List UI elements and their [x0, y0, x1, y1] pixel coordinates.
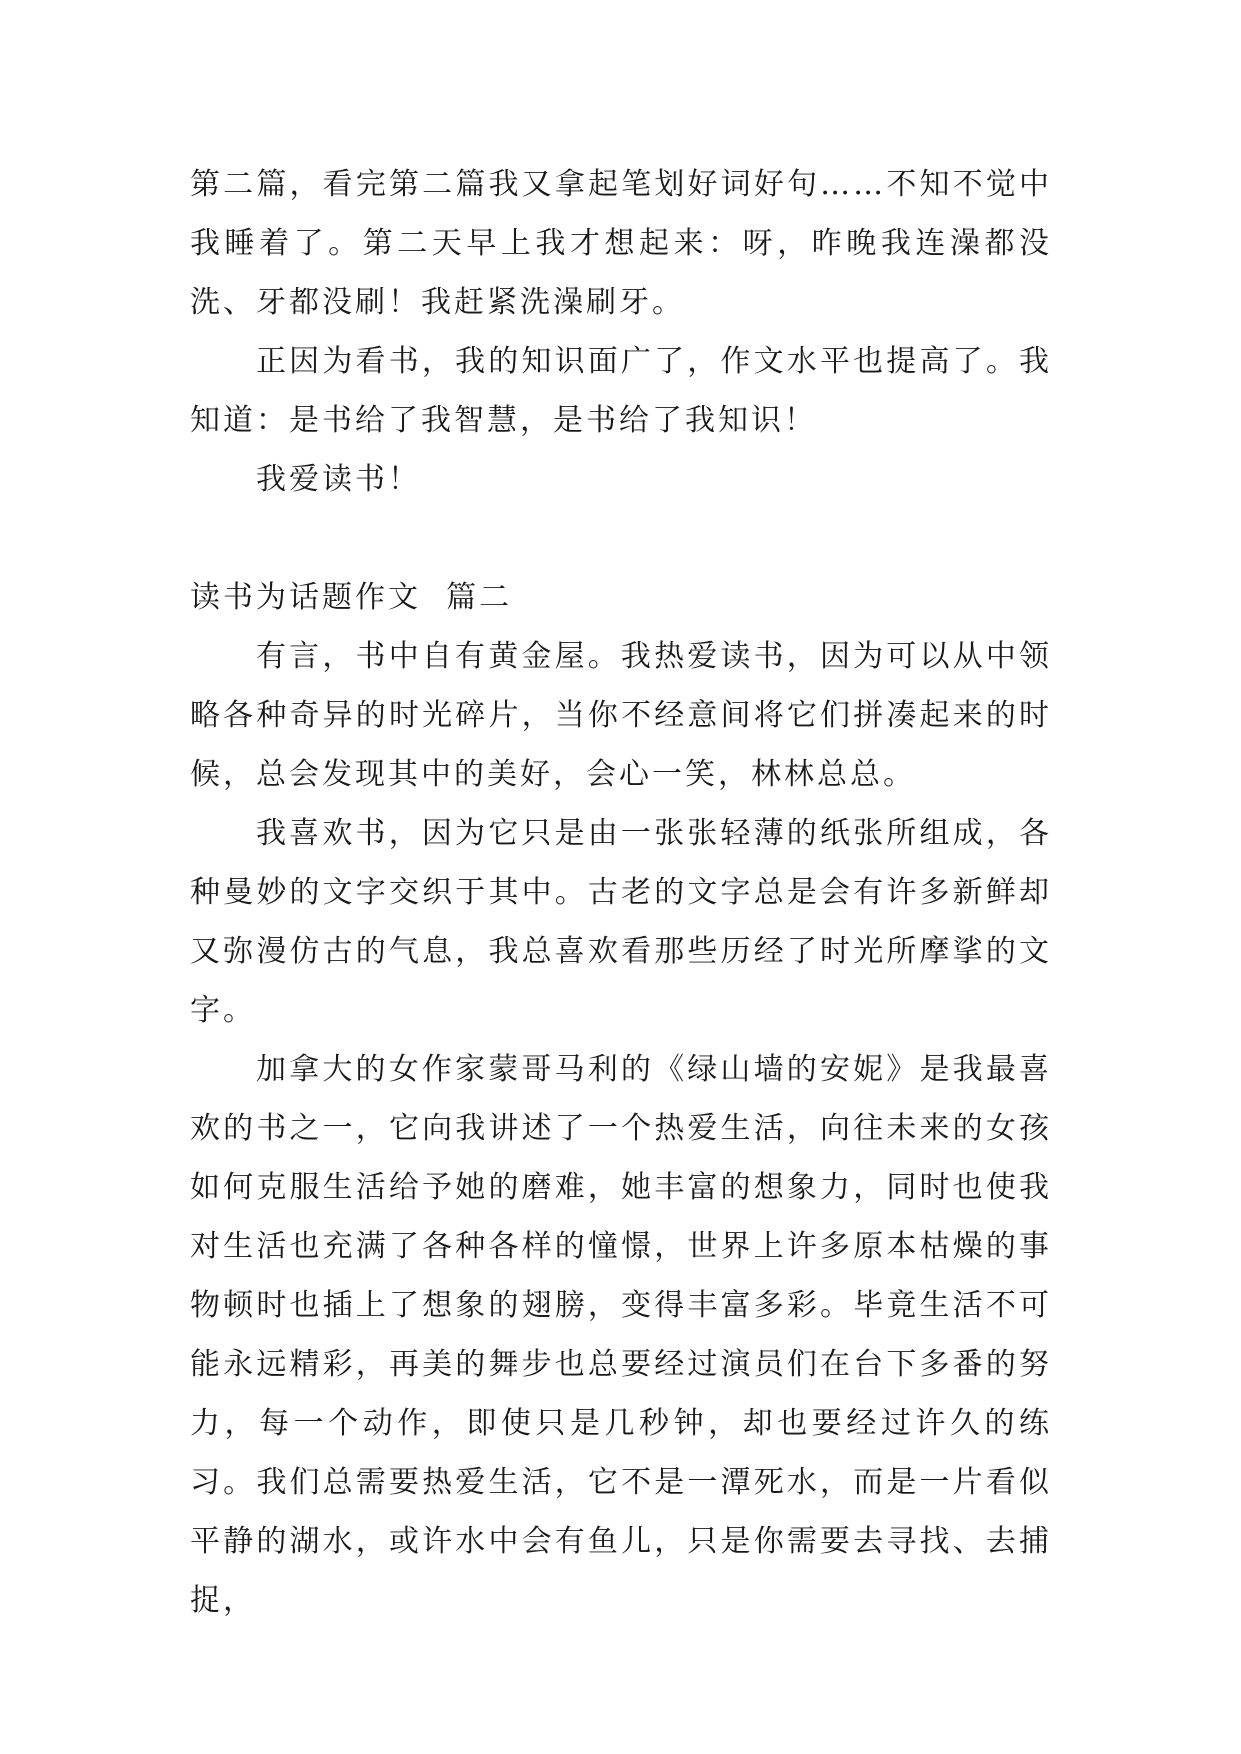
paragraph-anne: 加拿大的女作家蒙哥马利的《绿山墙的安妮》是我最喜欢的书之一，它向我讲述了一个热爱生活，向往未来的女孩如何克服生活给予她的磨难，她丰富的想象力，同时也使我对生活也充满了各种各样的憧憬，世界上许多原本枯燥的事物顿时也插上了想象的翅膀，变得丰富多彩。毕竟生活不可能永远精彩，再美的舞步也总要经过演员们在台下多番的努力，每一个动作，即使只是几秒钟，却也要经过许久的练习。我们总需要热爱生活，它不是一潭死水，而是一片看似平静的湖水，或许水中会有鱼儿，只是你需要去寻找、去捕捉，: [190, 1052, 1052, 1618]
paragraph-golden-house: 有言，书中自有黄金屋。我热爱读书，因为可以从中领略各种奇异的时光碎片，当你不经意间将它们拼凑起来的时候，总会发现其中的美好，会心一笑，林林总总。: [190, 639, 1052, 792]
paragraph-like-books: 我喜欢书，因为它只是由一张张轻薄的纸张所组成，各种曼妙的文字交织于其中。古老的文字总是会有许多新鲜却又弥漫仿古的气息，我总喜欢看那些历经了时光所摩挲的文字。: [190, 816, 1052, 1028]
document-body: [190, 155, 1052, 1630]
paragraph-knowledge: 正因为看书，我的知识面广了，作文水平也提高了。我知道：是书给了我智慧，是书给了我知识！: [190, 344, 1052, 438]
paragraph-love-reading: 我爱读书！: [256, 462, 421, 497]
paragraph-continuation: 第二篇，看完第二篇我又拿起笔划好词好句……不知不觉中我睡着了。第二天早上我才想起来：呀，昨晚我连澡都没洗、牙都没刷！我赶紧洗澡刷牙。: [190, 167, 1052, 320]
section-title: 读书为话题作文 篇二: [190, 580, 513, 615]
